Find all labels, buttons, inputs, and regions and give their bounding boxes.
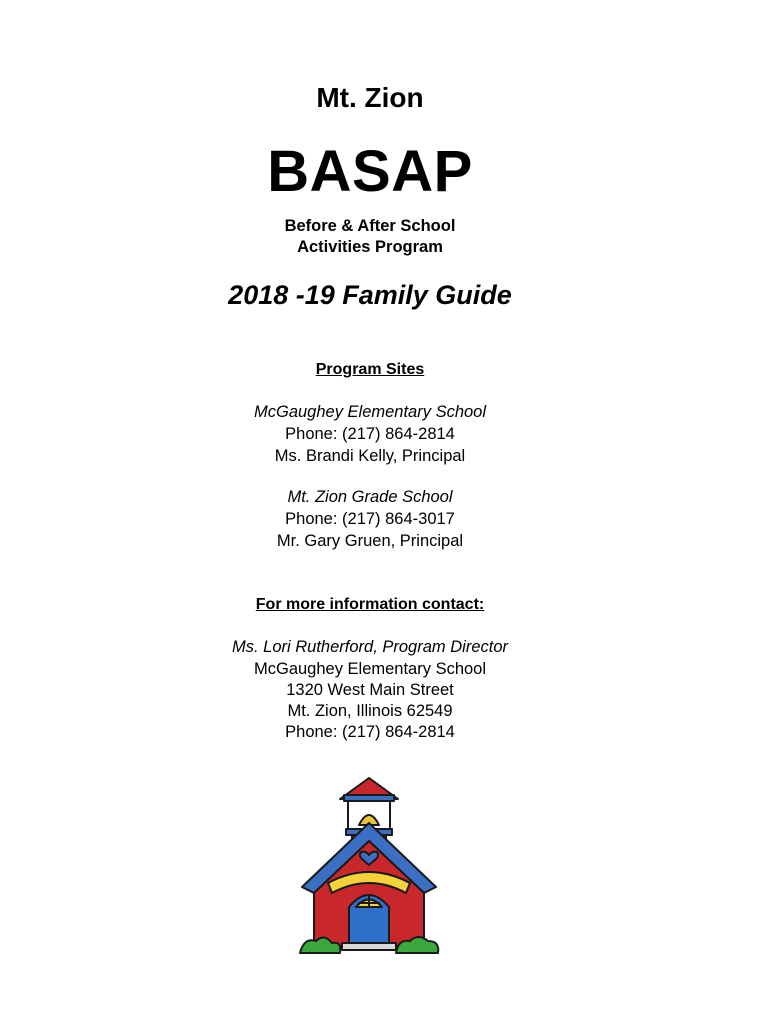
schoolhouse-icon [296, 775, 442, 960]
site-2-principal: Mr. Gary Gruen, Principal [276, 532, 464, 550]
contact-person: Ms. Lori Rutherford, Program Director [232, 638, 508, 656]
contact-phone: Phone: (217) 864-2814 [285, 723, 455, 741]
contact-school: McGaughey Elementary School [253, 660, 487, 678]
program-sites-heading: Program Sites [315, 361, 425, 378]
city-title: Mt. Zion [316, 82, 424, 113]
contact-street: 1320 West Main Street [286, 681, 454, 699]
steps [342, 943, 396, 950]
contact-city-state-zip: Mt. Zion, Illinois 62549 [287, 702, 453, 720]
site-1-principal: Ms. Brandi Kelly, Principal [274, 447, 466, 465]
site-2-name: Mt. Zion Grade School [287, 488, 453, 506]
program-name-line1: Before & After School [284, 217, 456, 235]
program-acronym: BASAP [267, 139, 473, 204]
site-2-phone: Phone: (217) 864-3017 [285, 510, 455, 528]
site-1-name: McGaughey Elementary School [253, 403, 487, 421]
program-name-line2: Activities Program [297, 238, 443, 256]
site-1-phone: Phone: (217) 864-2814 [285, 425, 455, 443]
contact-heading: For more information contact: [255, 596, 485, 613]
guide-title: 2018 -19 Family Guide [228, 280, 512, 310]
